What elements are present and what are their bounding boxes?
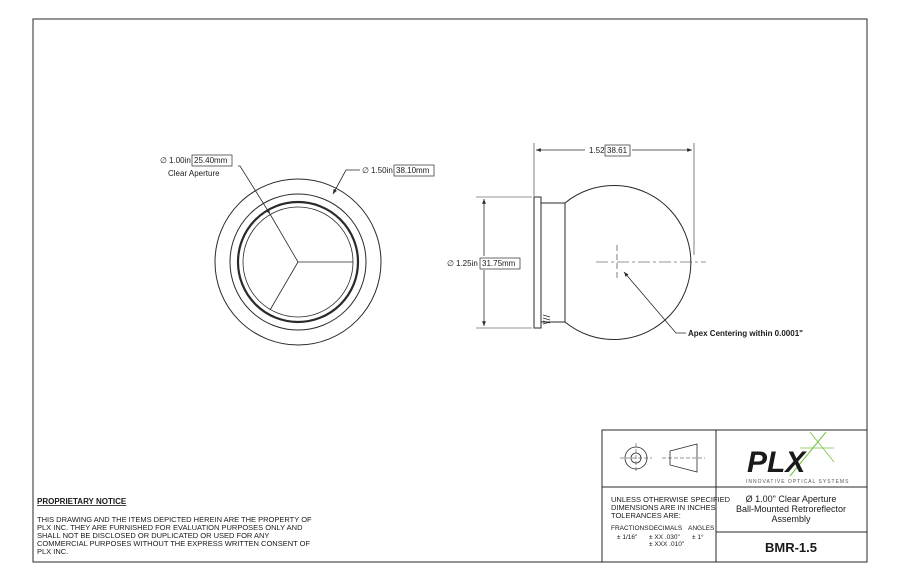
prism-edge-upper [270,214,298,262]
apex-leader [624,272,686,333]
notice-line-4: COMMERCIAL PURPOSES WITHOUT THE EXPRESS WRITTEN CONSENT OF [37,539,311,548]
description-line-3: Assembly [771,514,811,524]
prism-edge-lower [270,262,298,310]
mount-flange [534,197,541,328]
height-dim-metric: 31.75mm [482,259,516,268]
apex-centering-note: Apex Centering within 0.0001" [688,329,803,338]
notice-line-3: SHALL NOT BE DISCLOSED OR DUPLICATED OR USED FOR ANY [37,531,270,540]
length-dim-value: 1.52 [589,146,605,155]
plx-logo [746,432,849,485]
tol-header-angles: ANGLES [688,525,715,532]
clear-aperture-metric: 25.40mm [194,156,228,165]
tol-angle: ± 1° [692,534,704,541]
notice-line-2: PLX INC. THEY ARE FURNISHED FOR EVALUATION PURPOSES ONLY AND [37,523,303,532]
part-number: BMR-1.5 [764,540,818,555]
thread-marks [543,315,550,324]
tol-decimal-xxx: ± XXX .010" [649,541,685,548]
notice-line-5: PLX INC. [37,547,69,556]
ball-profile [565,186,691,340]
tolerance-line-3: TOLERANCES ARE: [611,511,681,520]
front-view [215,166,381,345]
clear-aperture-text: Clear Aperture [168,169,220,178]
outer-diameter-metric: 38.10mm [396,166,430,175]
tol-header-decimals: DECIMALS [649,525,683,532]
clear-aperture-leader [238,166,270,214]
logo-wordmark: PLX [747,446,806,479]
notice-heading: PROPRIETARY NOTICE [37,497,127,506]
mount-collar [541,203,565,322]
tol-decimal-xx: ± XX .030" [649,534,680,541]
outer-diameter-label: ∅ 1.50in [362,166,393,175]
drawing-border [33,19,867,562]
clear-aperture-diameter-label: ∅ 1.00in [160,156,191,165]
logo-tagline: INNOVATIVE OPTICAL SYSTEMS [746,479,850,485]
description-line-2: Ball-Mounted Retroreflector [735,504,847,514]
notice-line-1: THIS DRAWING AND THE ITEMS DEPICTED HEREIN ARE THE PROPERTY OF [37,515,312,524]
side-view [476,143,706,339]
length-dim-metric: 38.61 [607,146,628,155]
tol-fraction: ± 1/16" [617,534,638,541]
outer-diameter-leader [333,170,360,194]
tol-header-fractions: FRACTIONS [611,525,649,532]
height-dim-label: ∅ 1.25in [447,259,478,268]
description-line-1: Ø 1.00" Clear Aperture [745,494,837,504]
tolerance-line-1: UNLESS OTHERWISE SPECIFIED [611,495,731,504]
tolerance-line-2: DIMENSIONS ARE IN INCHES [611,503,716,512]
